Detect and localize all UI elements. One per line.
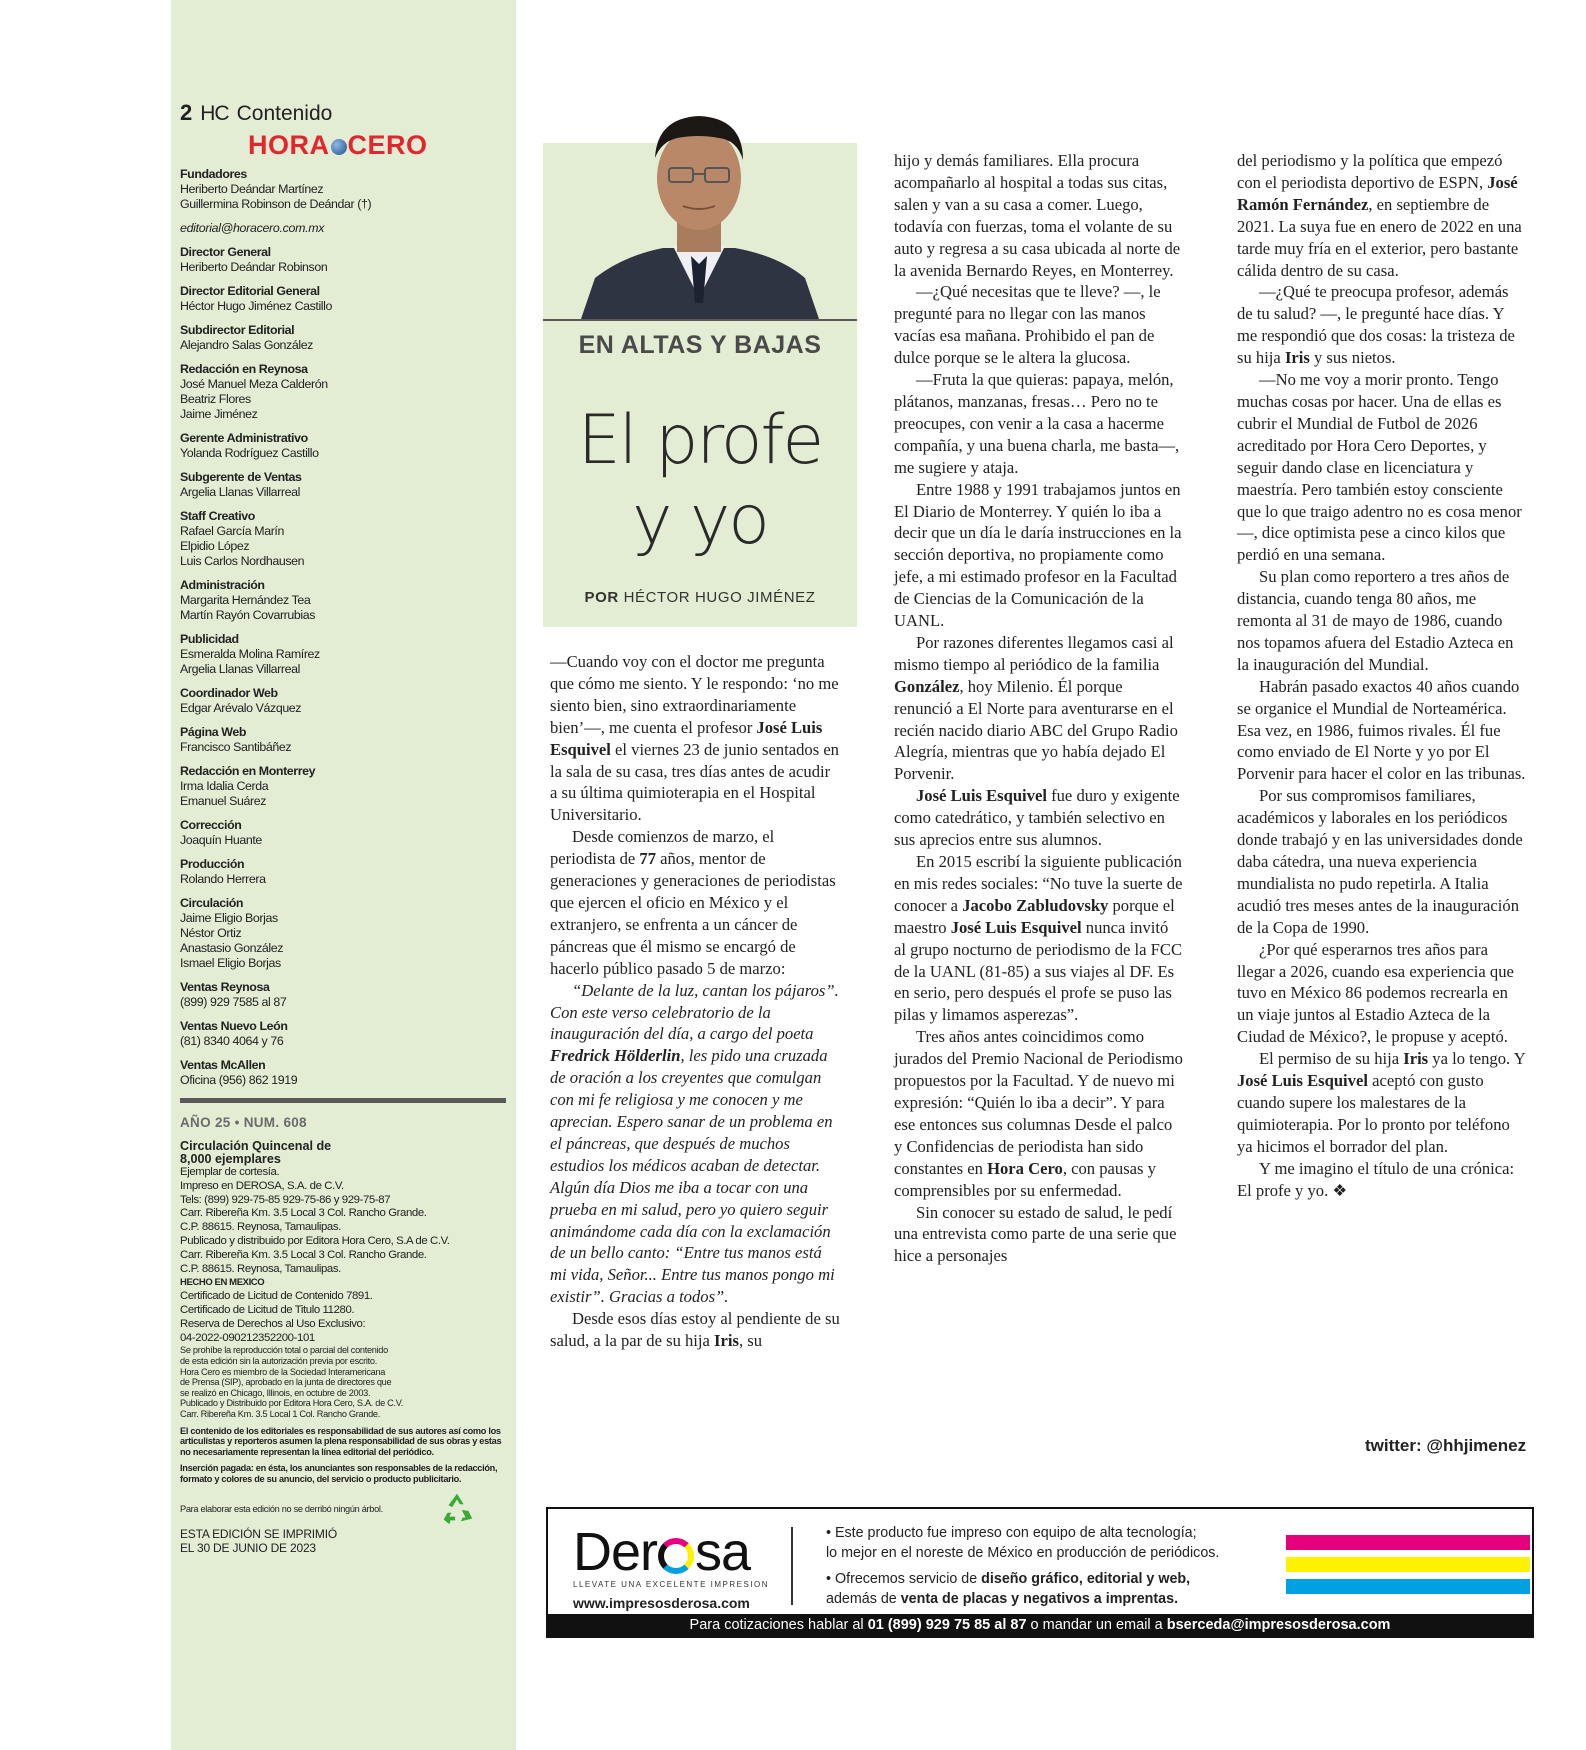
issue-number: AÑO 25 • NUM. 608 (180, 1115, 307, 1130)
cert-line: 04-2022-090212352200-101 (180, 1331, 315, 1344)
article-column-2 (894, 150, 1184, 1267)
article-paragraph: ¿Por qué esperarnos tres años para llegar a 2026, cuando esa experiencia que tuvo en México 86 podemos recrearla en un viaje juntos al Estadio Azteca de la Ciudad de México?, le propuse y aceptó. (1237, 939, 1514, 1047)
page-number: 2 (180, 100, 193, 125)
ad-contact-footer (548, 1614, 1532, 1636)
circulation-title-line: 8,000 ejemplares (180, 1152, 281, 1166)
masthead-sidebar (171, 0, 516, 1750)
legal-line: Carr. Ribereña Km. 3.5 Local 1 Col. Rancho Grande. (180, 1408, 380, 1419)
article-paragraph: —¿Qué necesitas que te lleve? —, le pregunté para no llegar con las manos vacías esa mañana. Prohibido el pan de dulce porque se le altera la glucosa. (894, 282, 1161, 368)
staff-role: Coordinador Web (180, 686, 278, 700)
imprint-line: Carr. Ribereña Km. 3.5 Local 3 Col. Rancho Grande. (180, 1207, 427, 1220)
staff-name: Néstor Ortiz (180, 926, 242, 940)
staff-name: Irma Idalia Cerda (180, 779, 269, 793)
imprint-line: Impreso en DEROSA, S.A. de C.V. (180, 1179, 344, 1192)
article-paragraph: José Luis Esquivel fue duro y exigente como catedrático, y también selectivo en sus aprecios entre sus alumnos. (894, 786, 1180, 850)
section-name: Contenido (236, 102, 333, 125)
staff-name: Rafael García Marín (180, 524, 284, 538)
staff-role: Subgerente de Ventas (180, 470, 302, 484)
staff-block (180, 578, 506, 623)
author-photo-frame (543, 143, 857, 319)
staff-block (180, 686, 506, 716)
print-date (180, 1528, 506, 1555)
staff-name: José Manuel Meza Calderón (180, 377, 328, 391)
staff-role: Ventas Nuevo León (180, 1019, 288, 1033)
legal-line: se realizó en Chicago, Illinois, en octubre de 2003. (180, 1387, 371, 1398)
article-column-3 (1237, 150, 1527, 1202)
section-mark: HC (200, 102, 229, 125)
staff-name: Ismael Eligio Borjas (180, 956, 281, 970)
article-paragraph: Su plan como reportero a tres años de distancia, cuando tenga 80 años, me remonta al 31 de mayo de 1986, cuando nos topamos afuera del Estadio Azteca en la inauguración del Mundial. (1237, 567, 1514, 674)
logo-word-right: CERO (347, 130, 428, 160)
cert-line: Certificado de Licitud de Contenido 7891. (180, 1290, 373, 1303)
ads-disclaimer: Inserción pagada: en ésta, los anunciantes son responsables de la redacción, formato y colores de su anuncio, del servicio o producto publicitario. (180, 1463, 498, 1484)
staff-name: Edgar Arévalo Vázquez (180, 701, 302, 715)
article-header (543, 319, 857, 627)
article-paragraph: Entre 1988 y 1991 trabajamos juntos en El Diario de Monterrey. Y quién lo iba a decir que un día le daría instrucciones en la sección deportiva, no propiamente como jefe, a mi estimado profesor en la Facultad de Ciencias de la Comunicación de la UANL. (894, 479, 1182, 631)
staff-name: (899) 929 7585 al 87 (180, 995, 287, 1009)
staff-block (180, 509, 506, 569)
made-in-mexico: HECHO EN MEXICO (180, 1277, 265, 1289)
staff-role: Director General (180, 245, 271, 259)
derosa-logo (573, 1524, 773, 1611)
article-paragraph: Por razones diferentes llegamos casi al mismo tiempo al periódico de la familia González, hoy Milenio. Él porque renunció a El Norte para aventurarse en el recién nacido diario ABC del Grupo Radio Alegría, mientras que yo había dejado El Porvenir. (894, 632, 1178, 784)
color-wheel-icon (658, 1538, 694, 1574)
staff-block (180, 284, 506, 314)
staff-name: Margarita Hernández Tea (180, 593, 311, 607)
staff-name: (81) 8340 4064 y 76 (180, 1034, 284, 1048)
staff-name: Jaime Eligio Borjas (180, 911, 278, 925)
tree-note: Para elaborar esta edición no se derribó ningún árbol. (180, 1504, 383, 1515)
staff-block (180, 632, 506, 677)
staff-name: Alejandro Salas González (180, 338, 313, 352)
article-title (543, 401, 857, 561)
legal-line: Se prohíbe la reproducción total o parcial del contenido (180, 1345, 388, 1356)
logo-word-left: HORA (248, 130, 330, 160)
ad-line: • Este producto fue impreso con equipo de alta tecnología; (826, 1525, 1197, 1541)
article-paragraph: El permiso de su hija Iris ya lo tengo. Y José Luis Esquivel aceptó con gusto cuando supere los malestares de la quimioterapia. Por lo pronto por teléfono ya hicimos el borrador del plan. (1237, 1049, 1526, 1156)
cmyk-color-bars (1286, 1535, 1530, 1601)
legal-info (180, 1345, 506, 1419)
hora-cero-logo (248, 130, 506, 161)
staff-role: Circulación (180, 896, 244, 910)
derosa-tagline (573, 1580, 773, 1589)
staff-name: Joaquín Huante (180, 833, 262, 847)
staff-name: Elpidio López (180, 539, 250, 553)
staff-block (180, 725, 506, 755)
editorial-disclaimer: El contenido de los editoriales es responsabilidad de sus autores así como los articulistas y reporteros asumen la plena responsabilidad de sus obras y estas no necesariamente representan la línea editorial del periódico. (180, 1425, 502, 1457)
staff-block (180, 818, 506, 848)
column-kicker: EN ALTAS Y BAJAS (578, 331, 822, 359)
article-title-line: El profe (577, 401, 823, 480)
cyan-bar (1286, 1579, 1530, 1594)
tree-note-row (180, 1490, 506, 1528)
derosa-brand (573, 1524, 773, 1580)
article-paragraph: Tres años antes coincidimos como jurados del Premio Nacional de Periodismo propuestos por la Facultad. Y de nuevo mi expresión: “Quién lo iba a decir”. Y para ese entonces sus columnas Desde el palco y Confidencias de periodista han sido constantes en Hora Cero, con pausas y comprensibles por su enfermedad. (894, 1027, 1183, 1200)
staff-block (180, 431, 506, 461)
staff-name: Argelia Llanas Villarreal (180, 662, 300, 676)
staff-role: Director Editorial General (180, 284, 320, 298)
derosa-website[interactable]: www.impresosderosa.com (573, 1595, 750, 1611)
staff-block (180, 245, 506, 275)
staff-name: Emanuel Suárez (180, 794, 267, 808)
staff-block (180, 1058, 506, 1088)
staff-role: Producción (180, 857, 245, 871)
staff-name: Anastasio González (180, 941, 284, 955)
brand-word-left: Der (573, 1522, 658, 1582)
staff-role: Fundadores (180, 167, 247, 181)
article-paragraph: Desde comienzos de marzo, el periodista de 77 años, mentor de generaciones y generaciones de periodistas que ejercen el oficio en México y el extranjero, se enfrenta a un cáncer de páncreas que él mismo se encargó de hacerlo público pasado 5 de marzo: (550, 827, 836, 978)
article-paragraph: hijo y demás familiares. Ella procura acompañarlo al hospital a todas sus citas, salen y van a su casa a comer. Luego, todavía con fuerzas, toma el volante de su auto y regresa a su casa ubicada al norte de la avenida Bernardo Reyes, en Monterrey. (894, 151, 1181, 280)
article-title-line: y yo (632, 481, 768, 560)
article-paragraph: —¿Qué te preocupa profesor, además de tu salud? —, le pregunté hace días. Y me respondió que dos cosas: la tristeza de su hija Iris y sus nietos. (1237, 282, 1515, 368)
staff-block (180, 470, 506, 500)
staff-role: Publicidad (180, 632, 239, 646)
footer-text: o mandar un email a (1026, 1617, 1167, 1633)
article-column-1 (550, 651, 840, 1352)
legal-line: Hora Cero es miembro de la Sociedad Interamericana (180, 1366, 386, 1377)
article-quote: “Delante de la luz, cantan los pájaros”. Con este verso celebratorio de la inauguración del día, a cargo del poeta Fredrick Hölderlin, les pido una cruzada de oración a los creyentes que comulgan con mi fe religiosa y me conocen y me aprecian. Espero sanar de un problema en el páncreas, que después de muchos estudios los médicos acaban de detectar. Algún día Dios me iba a tocar con una prueba en mi salud, pero yo quiero seguir animándome cada día con la exclamación de un bello canto: “Entre tus manos está mi vida, Señor... Entre tus manos pongo mi existir”. Gracias a todos”. (550, 980, 839, 1307)
staff-block (180, 167, 506, 212)
staff-block (180, 980, 506, 1010)
imprint-line: Ejemplar de cortesía. (180, 1166, 280, 1178)
imprint-line: C.P. 88615. Reynosa, Tamaulipas. (180, 1221, 341, 1234)
article-paragraph: Por sus compromisos familiares, académicos y laborales en los periódicos donde trabajó y en las universidades donde daba cátedra, una nueva experiencia mundialista no pudo repetirla. A Italia acudió tres meses antes de la inauguración de la Copa de 1990. (1237, 786, 1523, 937)
staff-role: Gerente Administrativo (180, 431, 308, 445)
derosa-advertisement[interactable] (546, 1507, 1534, 1638)
staff-role: Redacción en Monterrey (180, 764, 316, 778)
recycle-icon (438, 1490, 476, 1528)
staff-block (180, 1019, 506, 1049)
imprint-line: C.P. 88615. Reynosa, Tamaulipas. (180, 1262, 341, 1275)
article-paragraph: —Fruta la que quieras: papaya, melón, plátanos, manzanas, fresas… Pero no te preocupes, con venir a la casa a hacerme compañía, y una buena charla, me basta—, me sugiere y ataja. (894, 370, 1180, 477)
staff-block (180, 362, 506, 422)
staff-name: Héctor Hugo Jiménez Castillo (180, 299, 333, 313)
footer-text: Para cotizaciones hablar al (689, 1617, 868, 1633)
page-header (180, 100, 506, 126)
ad-copy-block (826, 1523, 1306, 1563)
ad-line: • Ofrecemos servicio de (826, 1571, 982, 1587)
ad-divider (791, 1527, 793, 1605)
staff-block (180, 857, 506, 887)
article-paragraph: Sin conocer su estado de salud, le pedí una entrevista como parte de una serie que hice a personajes (894, 1202, 1177, 1266)
legal-line: de esta edición sin la autorización previa por escrito. (180, 1355, 377, 1366)
staff-name: Heriberto Deándar Martínez (180, 182, 324, 196)
staff-name: Oficina (956) 862 1919 (180, 1073, 298, 1087)
author-twitter-handle[interactable]: twitter: @hhjimenez (1365, 1436, 1527, 1455)
article-paragraph: —No me voy a morir pronto. Tengo muchas cosas por hacer. Una de ellas es cubrir el Mundial de Futbol de 2026 acreditado por Hora Cero Deportes, y seguir dando clase en licenciatura y maestría. Pero también estoy consciente que lo que traigo adentro no es cosa menor—, dice optimista pese a cinco kilos que perdió en una semana. (1237, 370, 1522, 565)
imprint-info (180, 1166, 506, 1345)
article-paragraph: —Cuando voy con el doctor me pregunta que cómo me siento. Y le respondo: ‘no me siento bien, sino extraordinariamente bien’—, me cuenta el profesor José Luis Esquivel el viernes 23 de junio sentados en la sala de su casa, tres días antes de acudir a su última quimioterapia en el Hospital Universitario. (550, 652, 839, 825)
staff-role: Ventas Reynosa (180, 980, 270, 994)
circulation-title-line: Circulación Quincenal de (180, 1139, 332, 1153)
yellow-bar (1286, 1557, 1530, 1572)
brand-word-right: sa (695, 1522, 751, 1582)
ad-line: además de (826, 1591, 901, 1607)
staff-role: Subdirector Editorial (180, 323, 295, 337)
staff-role: Administración (180, 578, 265, 592)
editorial-email[interactable]: editorial@horacero.com.mx (180, 221, 325, 235)
tagline-right: IMPRESION (710, 1580, 770, 1589)
ad-copy-block (826, 1569, 1306, 1609)
staff-name: Luis Carlos Nordhausen (180, 554, 305, 568)
staff-name: Yolanda Rodríguez Castillo (180, 446, 319, 460)
cert-line: Reserva de Derechos al Uso Exclusivo: (180, 1317, 366, 1330)
article-paragraph: del periodismo y la política que empezó con el periodista deportivo de ESPN, José Ramón Fernández, en septiembre de 2021. La suya fue en enero de 2022 en una tarde muy fría en el exterior, pero bastante cálida dentro de su casa. (1237, 151, 1522, 280)
magenta-bar (1286, 1535, 1530, 1550)
staff-role: Corrección (180, 818, 242, 832)
ad-copy (826, 1523, 1306, 1615)
globe-icon (331, 139, 347, 155)
imprint-line: Publicado y distribuido por Editora Hora Cero, S.A de C.V. (180, 1234, 450, 1247)
staff-name: Rolando Herrera (180, 872, 266, 886)
sidebar-divider (180, 1098, 506, 1103)
article-paragraph: Habrán pasado exactos 40 años cuando se organice el Mundial de Norteamérica. Esa vez, en 1986, fuimos rivales. Él fue como enviado de El Norte y yo por El Porvenir para hacer el color en las tribunas. (1237, 676, 1526, 784)
staff-name: Jaime Jiménez (180, 407, 258, 421)
legal-line: Publicado y Distribuido por Editora Hora Cero, S.A. de C.V. (180, 1398, 403, 1409)
staff-role: Página Web (180, 725, 246, 739)
byline-author: HÉCTOR HUGO JIMÉNEZ (623, 589, 816, 606)
staff-block (180, 896, 506, 971)
staff-role: Staff Creativo (180, 509, 255, 523)
staff-name: Guillermina Robinson de Deándar (†) (180, 197, 372, 211)
legal-line: de Prensa (SIP), aprobado en la junta de directores que (180, 1377, 392, 1388)
circulation-title (180, 1140, 506, 1166)
article-paragraph: Y me imagino el título de una crónica: El profe y yo. ❖ (1237, 1158, 1515, 1200)
staff-role: Redacción en Reynosa (180, 362, 308, 376)
imprint-line: Carr. Ribereña Km. 3.5 Local 3 Col. Rancho Grande. (180, 1248, 427, 1261)
cert-line: Certificado de Licitud de Titulo 11280. (180, 1303, 355, 1316)
staff-name: Argelia Llanas Villarreal (180, 485, 300, 499)
byline (543, 589, 857, 606)
print-date-line: ESTA EDICIÓN SE IMPRIMIÓ (180, 1527, 338, 1542)
staff-name: Francisco Santibáñez (180, 740, 292, 754)
imprint-line: Tels: (899) 929-75-85 929-75-86 y 929-75-87 (180, 1193, 391, 1206)
tagline-left: LLEVATE UNA EXCELENTE (573, 1580, 707, 1589)
article-paragraph: En 2015 escribí la siguiente publicación en mis redes sociales: “No tuve la suerte de conocer a Jacobo Zabludovsky porque el maestro José Luis Esquivel nunca invitó al grupo nocturno de periodismo de la FCC de la UANL (81-85) a sus viajes al DF. Es en serio, pero después el profe se puso las pilas y limamos asperezas”. (894, 852, 1183, 1025)
ad-line: lo mejor en el noreste de México en producción de periódicos. (826, 1545, 1220, 1561)
staff-name: Beatriz Flores (180, 392, 251, 406)
staff-block (180, 323, 506, 353)
author-portrait (543, 88, 857, 319)
ad-line-bold: diseño gráfico, editorial y web, (981, 1571, 1191, 1587)
byline-prefix: POR (584, 589, 619, 606)
footer-phone[interactable]: 01 (899) 929 75 85 al 87 (867, 1617, 1027, 1633)
print-date-line: EL 30 DE JUNIO DE 2023 (180, 1540, 316, 1555)
footer-email[interactable]: bserceda@impresosderosa.com (1166, 1617, 1391, 1633)
article-paragraph: Desde esos días estoy al pendiente de su salud, a la par de su hija Iris, su (550, 1309, 840, 1351)
staff-block (180, 764, 506, 809)
staff-role: Ventas McAllen (180, 1058, 266, 1072)
staff-name: Heriberto Deándar Robinson (180, 260, 328, 274)
staff-name: Esmeralda Molina Ramírez (180, 647, 320, 661)
ad-line-bold: venta de placas y negativos a imprentas. (900, 1591, 1179, 1607)
staff-name: Martín Rayón Covarrubias (180, 608, 316, 622)
